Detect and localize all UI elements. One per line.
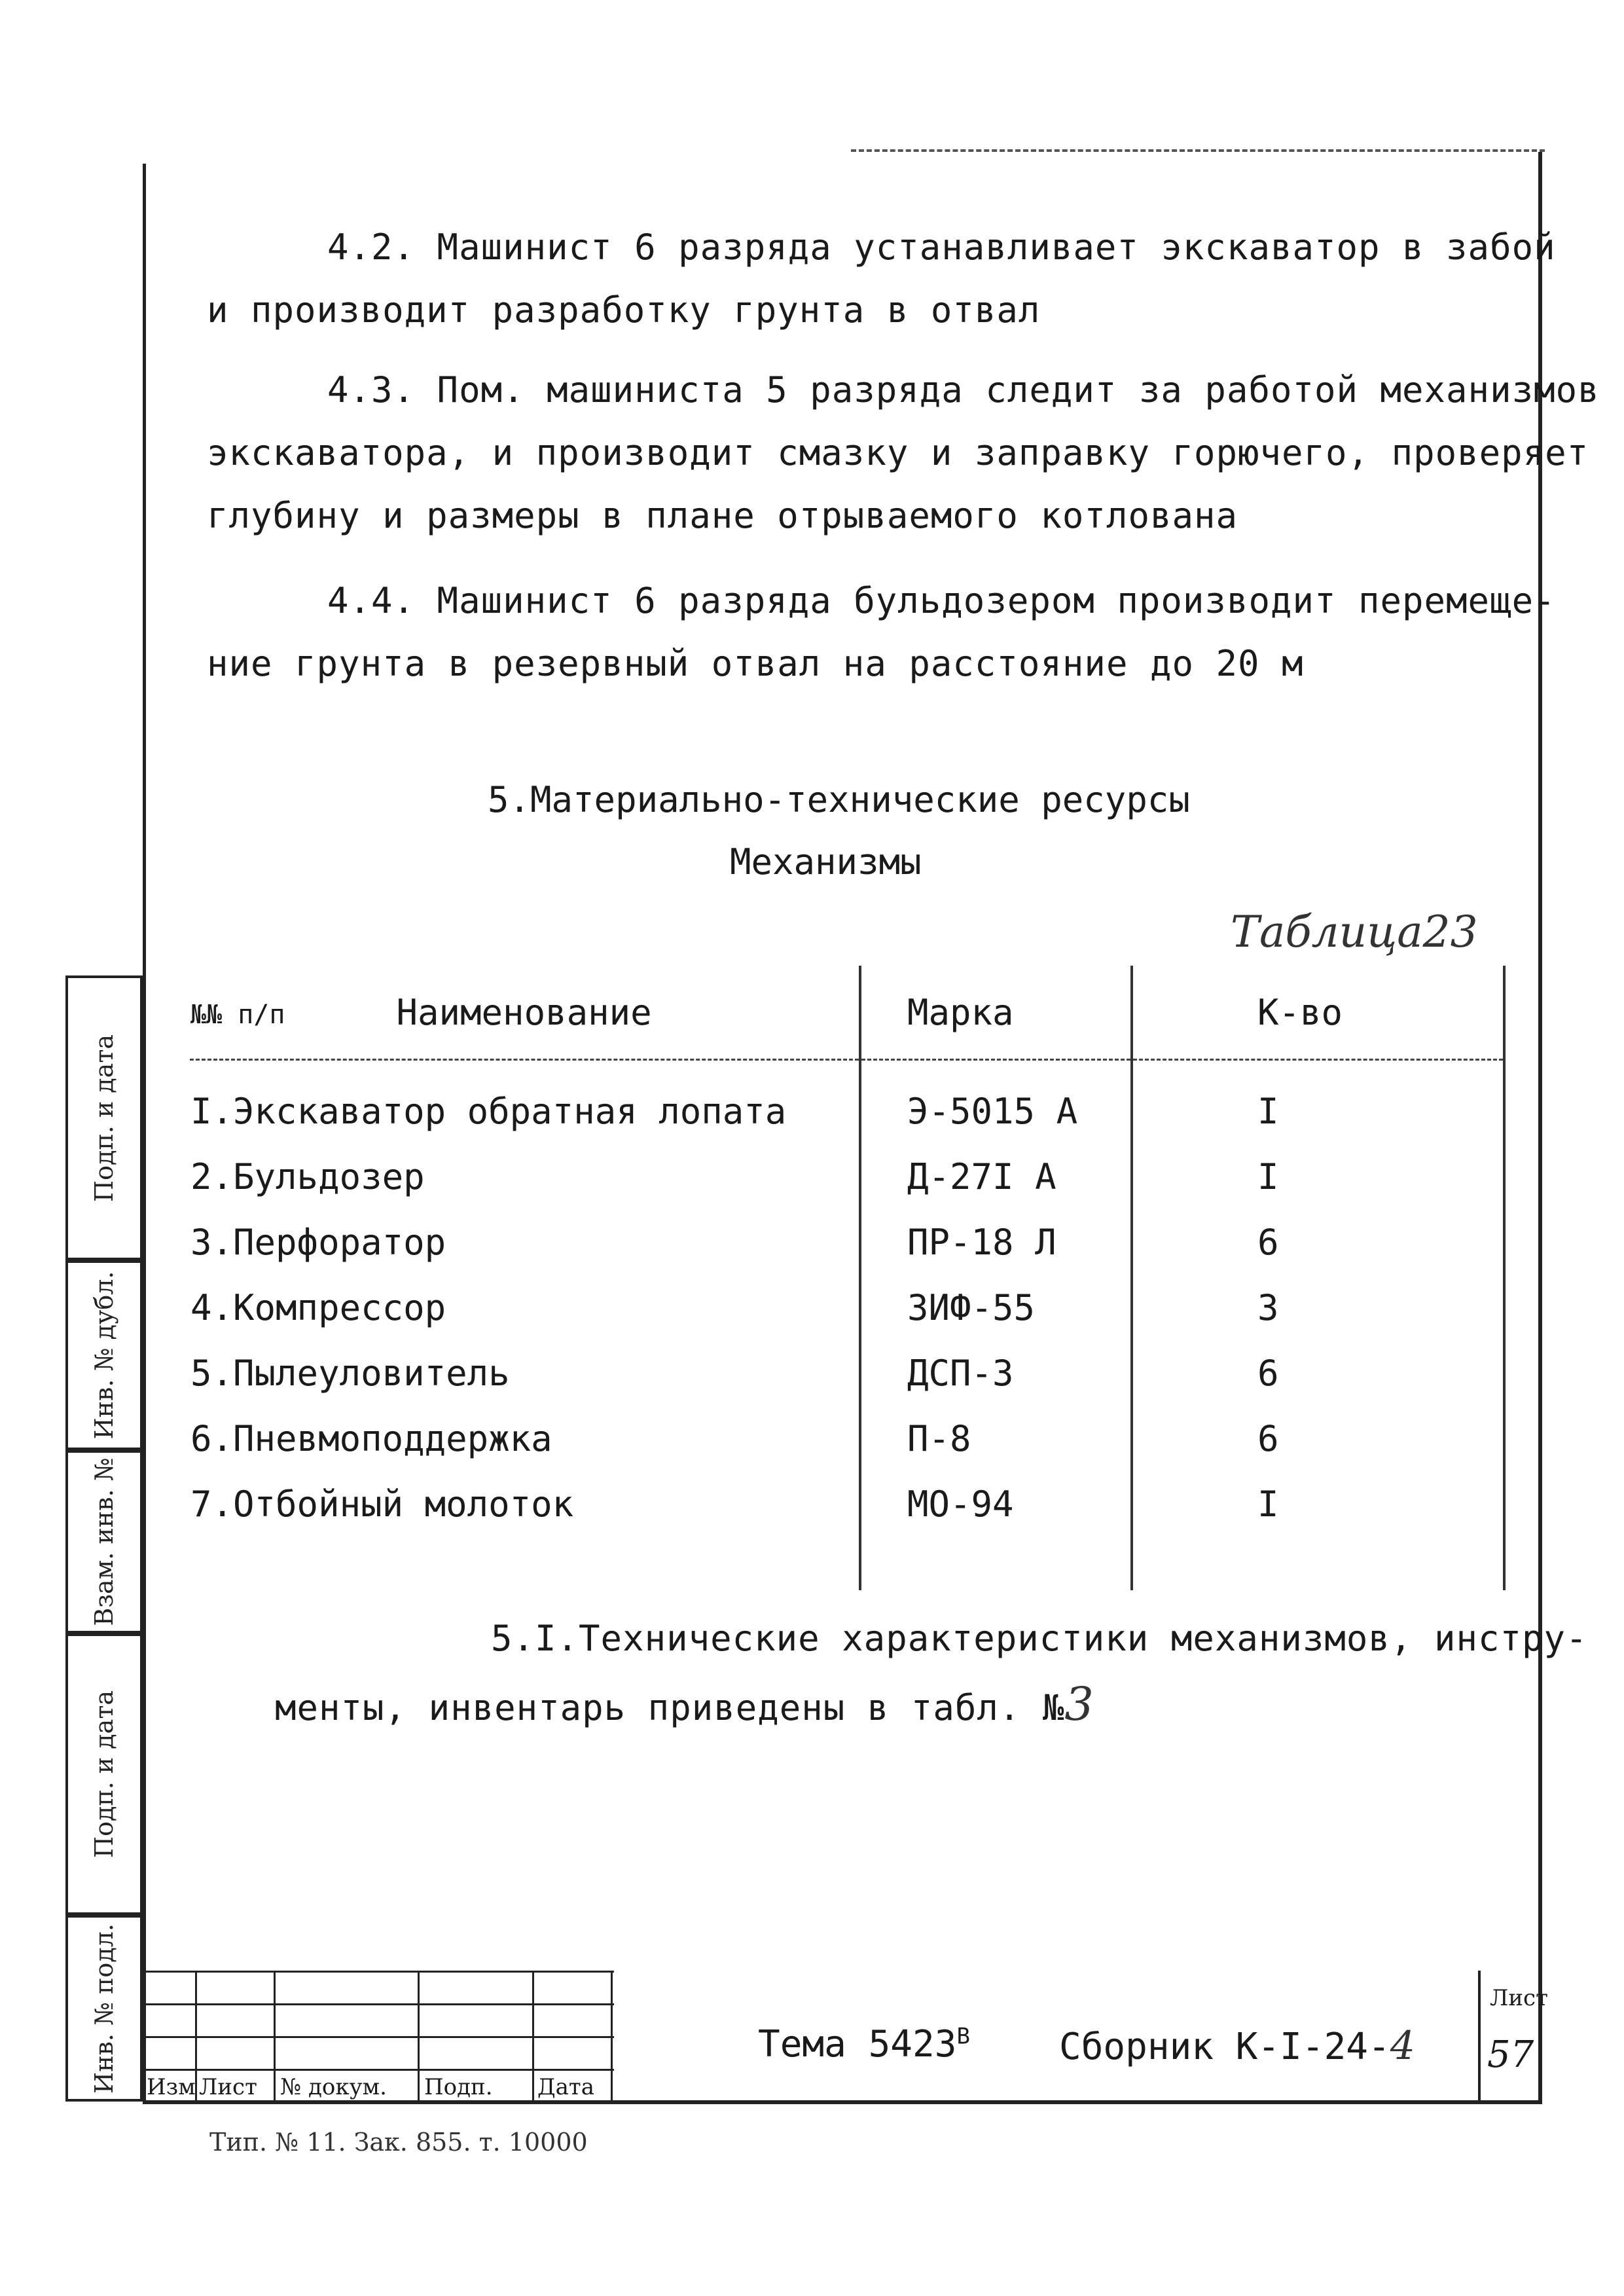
frame-top-line	[851, 149, 1545, 152]
paragraph-5-1-line-2	[275, 1673, 1094, 1740]
row-mark: Д-27I А	[860, 1144, 1132, 1209]
row-name: 2.Бульдозер	[190, 1156, 425, 1197]
row-mark: ДСП-3	[860, 1340, 1132, 1406]
stamp-topic	[758, 2023, 970, 2066]
stamp-collection	[1059, 2023, 1415, 2069]
sidebar-signature-date-top: Подп. и дата	[65, 975, 143, 1260]
table-header-row	[190, 966, 1504, 1060]
row-name: 6.Пневмоподдержка	[190, 1417, 552, 1459]
row-name: 4.Компрессор	[190, 1286, 446, 1328]
row-name: 3.Перфоратор	[190, 1221, 446, 1263]
row-qty: I	[1132, 1060, 1504, 1144]
row-mark: ЗИФ-55	[860, 1275, 1132, 1340]
sidebar-duplicate-inventory: Инв. № дубл.	[65, 1260, 143, 1450]
row-qty: 6	[1132, 1406, 1504, 1471]
row-mark: ПР-18 Л	[860, 1209, 1132, 1275]
header-mark: Марка	[860, 966, 1132, 1060]
paragraph-5-1-line-1: 5.I.Технические характеристики механизмов, инстру-	[491, 1618, 1588, 1659]
stamp-label-date: Дата	[537, 2074, 594, 2100]
table-row	[190, 1406, 1504, 1471]
row-qty: I	[1132, 1144, 1504, 1209]
paragraph-4-4-line-2: ние грунта в резервный отвал на расстояние до 20 м	[207, 643, 1304, 684]
header-number: №№ п/п	[190, 999, 285, 1030]
sidebar-replacement-inventory: Взам. инв. №	[65, 1450, 143, 1633]
stamp-topic-text: Тема 5423	[758, 2023, 957, 2066]
stamp-label-izm: Изм	[147, 2074, 196, 2100]
row-name: I.Экскаватор обратная лопата	[190, 1090, 787, 1132]
table-row	[190, 1144, 1504, 1209]
stamp-label-list: Лист	[199, 2074, 257, 2100]
row-qty: I	[1132, 1471, 1504, 1537]
row-name: 7.Отбойный молоток	[190, 1483, 574, 1525]
paragraph-4-4-line-1: 4.4. Машинист 6 разряда бульдозером производит перемеще-	[327, 580, 1556, 621]
mechanisms-table	[190, 966, 1506, 1590]
row-mark: МО-94	[860, 1471, 1132, 1537]
table-row	[190, 1060, 1504, 1144]
stamp-label-document: № докум.	[280, 2074, 387, 2100]
paragraph-4-3-line-3: глубину и размеры в плане отрываемого котлована	[207, 495, 1238, 536]
header-qty: К-во	[1132, 966, 1504, 1060]
row-mark: Э-5015 А	[860, 1060, 1132, 1144]
row-mark: П-8	[860, 1406, 1132, 1471]
paragraph-4-2-line-1: 4.2. Машинист 6 разряда устанавливает экскаватор в забой	[327, 227, 1556, 268]
table-row	[190, 1340, 1504, 1406]
header-name-cell	[190, 966, 860, 1060]
row-qty: 6	[1132, 1209, 1504, 1275]
stamp-label-signature: Подп.	[424, 2074, 493, 2100]
print-info: Тип. № 11. Зак. 855. т. 10000	[209, 2128, 588, 2157]
paragraph-4-2-line-2: и производит разработку грунта в отвал	[207, 289, 1041, 331]
paragraph-5-1-text: менты, инвентарь приведены в табл. №	[275, 1687, 1065, 1728]
title-block	[143, 1971, 1548, 2102]
frame-left-line	[143, 164, 146, 2102]
header-name: Наименование	[396, 991, 652, 1033]
stamp-collection-text: Сборник К-I-24-	[1059, 2026, 1390, 2068]
section-5-subtitle: Механизмы	[730, 841, 922, 883]
sheet-label: Лист	[1490, 1985, 1548, 2011]
table-row	[190, 1209, 1504, 1275]
row-qty: 6	[1132, 1340, 1504, 1406]
table-reference-number: 3	[1064, 1677, 1094, 1731]
sidebar-signature-date-bottom: Подп. и дата	[65, 1633, 143, 1915]
table-row	[190, 1471, 1504, 1537]
table-caption: Таблица23	[1231, 907, 1478, 957]
row-name: 5.Пылеуловитель	[190, 1352, 510, 1394]
section-5-title: 5.Материально-технические ресурсы	[488, 779, 1190, 820]
sheet-number: 57	[1487, 2033, 1534, 2076]
sheet-number-box	[1478, 1971, 1548, 2102]
stamp-topic-superscript: В	[956, 2023, 970, 2050]
table-row	[190, 1275, 1504, 1340]
table-spacer-row	[190, 1537, 1504, 1590]
paragraph-4-3-line-2: экскаватора, и производит смазку и заправку горючего, проверяет	[207, 432, 1589, 473]
paragraph-4-3-line-1: 4.3. Пом. машиниста 5 разряда следит за работой механизмов	[327, 369, 1600, 410]
sidebar-original-inventory: Инв. № подл.	[65, 1915, 143, 2102]
row-qty: 3	[1132, 1275, 1504, 1340]
stamp-collection-handwritten: 4	[1390, 2023, 1415, 2069]
